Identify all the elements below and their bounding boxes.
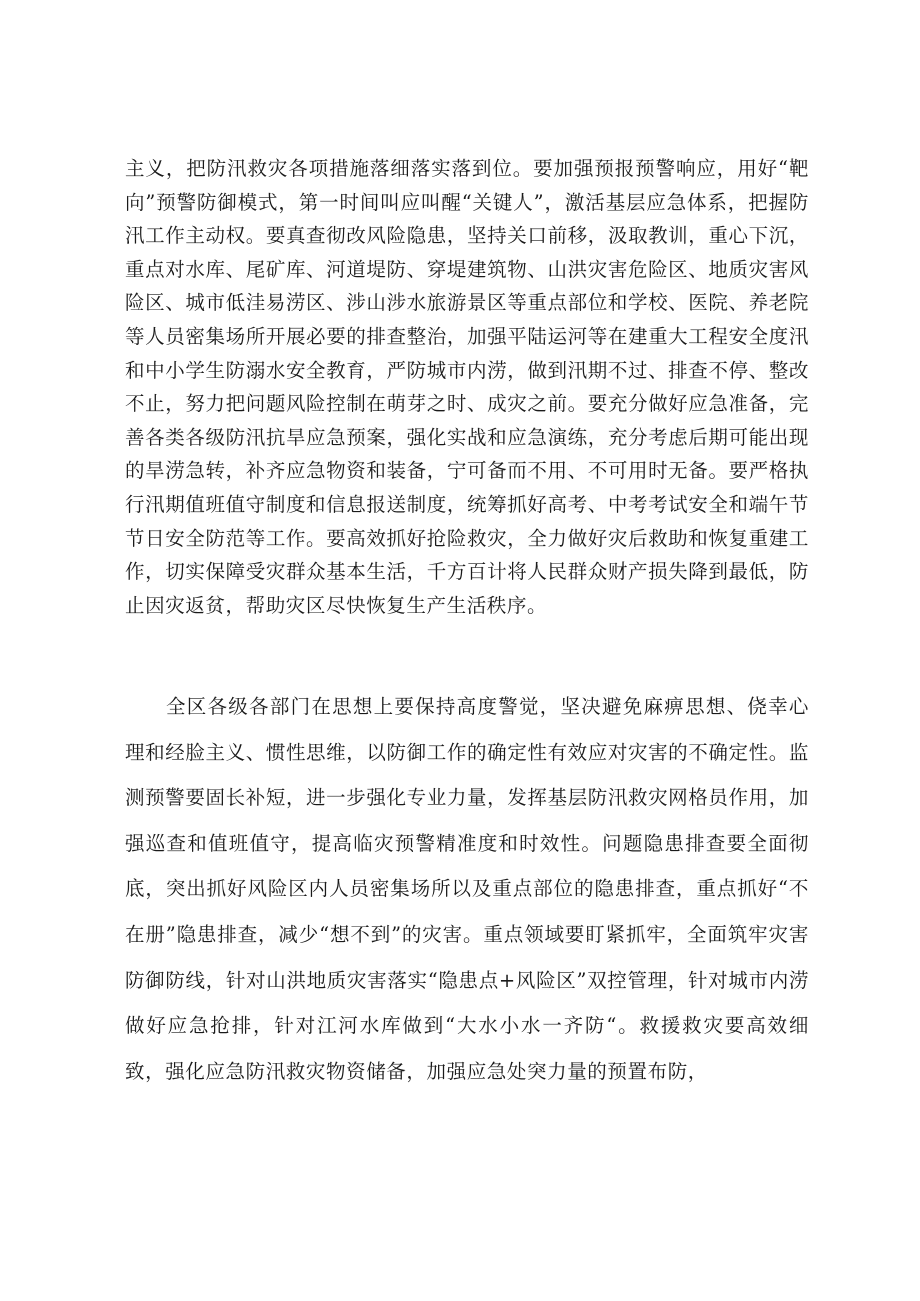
paragraph-flood-control-measures: 主义，把防汛救灾各项措施落细落实落到位。要加强预报预警响应，用好“靶向”预警防御模式，第一时间叫应叫醒“关键人”，激活基层应急体系，把握防汛工作主动权。要真查彻改风险隐患，坚持关口前移，汲取教训，重心下沉，重点对水库、尾矿库、河道堤防、穿堤建筑物、山洪灾害危险区、地质灾害风险区、城市低洼易涝区、涉山涉水旅游景区等重点部位和学校、医院、养老院等人员密集场所开展必要的排查整治，加强平陆运河等在建重大工程安全度汛和中小学生防溺水安全教育，严防城市内涝，做到汛期不过、排查不停、整改不止，努力把问题风险控制在萌芽之时、成灾之前。要充分做好应急准备，完善各类各级防汛抗旱应急预案，强化实战和应急演练，充分考虑后期可能出现的旱涝急转，补齐应急物资和装备，宁可备而不用、不可用时无备。要严格执行汛期值班值守制度和信息报送制度，统筹抓好高考、中考考试安全和端午节节日安全防范等工作。要高效抓好抢险救灾，全力做好灾后救助和恢复重建工作，切实保障受灾群众基本生活，千方百计将人民群众财产损失降到最低，防止因灾返贫，帮助灾区尽快恢复生产生活秩序。 xyxy=(125,157,809,617)
paragraph-vigilance-requirements: 全区各级各部门在思想上要保持高度警觉，坚决避免麻痹思想、侥幸心理和经脸主义、惯性思维，以防御工作的确定性有效应对灾害的不确定性。监测预警要固长补短，进一步强化专业力量，发挥基层防汛救灾网格员作用，加强巡查和值班值守，提高临灾预警精准度和时效性。问题隐患排查要全面彻底，突出抓好风险区内人员密集场所以及重点部位的隐患排查，重点抓好“不在册”隐患排查，减少“想不到”的灾害。重点领域要盯紧抓牢，全面筑牢灾害防御防线，针对山洪地质灾害落实“隐患点+风险区”双控管理，针对城市内涝做好应急抢排，针对江河水库做到“大水小水一齐防“。救援救灾要高效细致，强化应急防汛救灾物资储备，加强应急处突力量的预置布防， xyxy=(125,695,809,1083)
